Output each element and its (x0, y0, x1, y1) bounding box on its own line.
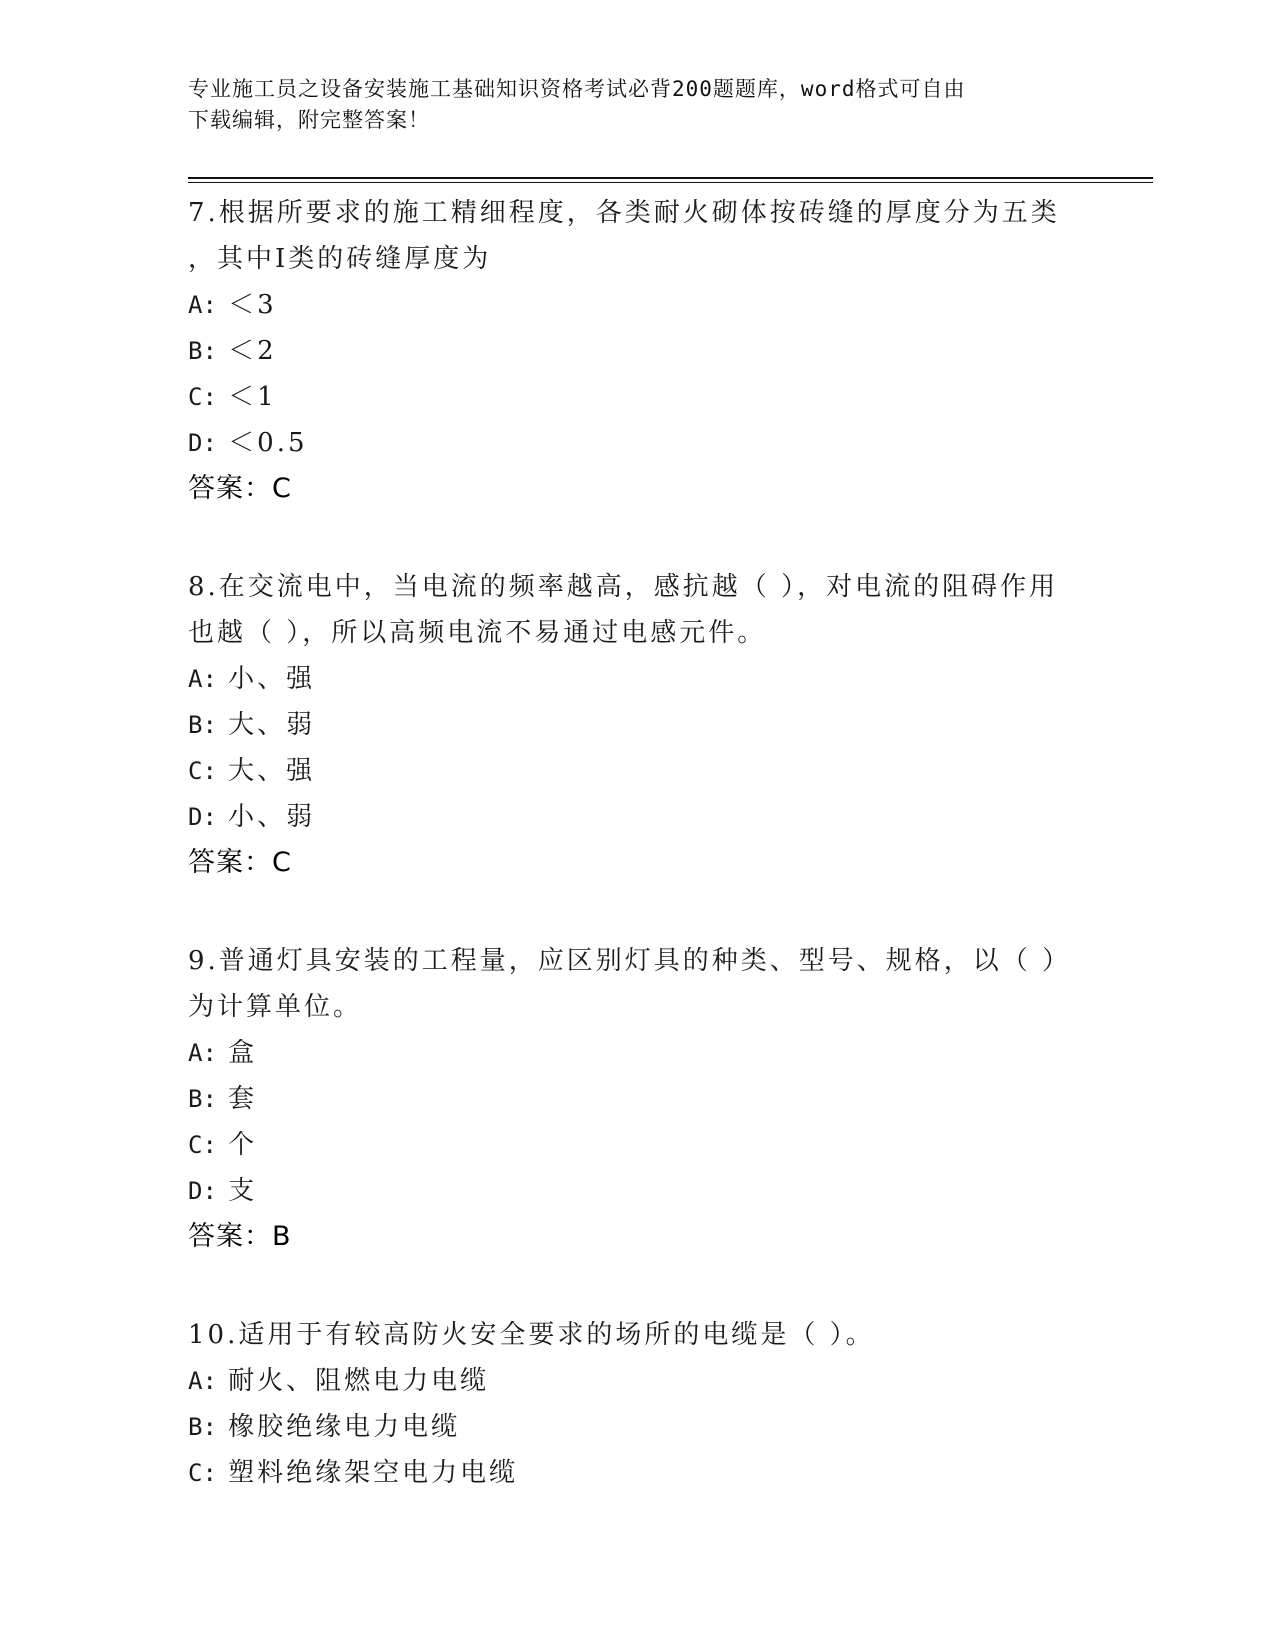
option-key: B: (188, 1085, 217, 1113)
question-7 (188, 190, 1088, 512)
answer-line: 答案：C (188, 847, 292, 878)
option-key: D: (188, 1177, 217, 1205)
header-divider (188, 177, 1153, 179)
question-list (188, 190, 1088, 1548)
option-value: 小、强 (228, 664, 316, 694)
question-text-line: 7.根据所要求的施工精细程度，各类耐火砌体按砖缝的厚度分为五类 (188, 198, 1060, 228)
option-value: 橡胶绝缘电力电缆 (228, 1412, 461, 1442)
option-value: 支 (228, 1176, 258, 1206)
option-a (188, 656, 1088, 702)
option-c (188, 1122, 1088, 1168)
question-text-line: 9.普通灯具安装的工程量，应区别灯具的种类、型号、规格，以（ ） (188, 946, 1072, 976)
question-text-line: 也越（ ），所以高频电流不易通过电感元件。 (188, 618, 767, 648)
option-key: B: (188, 1413, 217, 1441)
question-8 (188, 564, 1088, 886)
option-a (188, 1030, 1088, 1076)
option-key: A: (188, 291, 217, 319)
option-value: 个 (228, 1130, 258, 1160)
option-b (188, 702, 1088, 748)
document-header (188, 74, 1068, 136)
option-value: 套 (228, 1084, 258, 1114)
header-line-2: 下载编辑，附完整答案！ (188, 108, 430, 132)
option-key: C: (188, 1131, 217, 1159)
option-b (188, 1076, 1088, 1122)
header-divider-thin (188, 182, 1153, 183)
question-10 (188, 1312, 1088, 1496)
option-value: ＜1 (228, 382, 277, 412)
option-a (188, 1358, 1088, 1404)
option-value: 大、弱 (228, 710, 316, 740)
option-d (188, 1168, 1088, 1214)
option-key: A: (188, 1039, 217, 1067)
option-value: 塑料绝缘架空电力电缆 (228, 1458, 519, 1488)
option-c (188, 1450, 1088, 1496)
option-key: C: (188, 1459, 217, 1487)
option-a (188, 282, 1088, 328)
option-key: D: (188, 429, 217, 457)
answer-line: 答案：B (188, 1221, 292, 1252)
option-d (188, 794, 1088, 840)
option-c (188, 374, 1088, 420)
option-value: 耐火、阻燃电力电缆 (228, 1366, 490, 1396)
option-key: C: (188, 383, 217, 411)
option-key: A: (188, 1367, 217, 1395)
option-value: 大、强 (228, 756, 316, 786)
option-b (188, 328, 1088, 374)
header-line-1: 专业施工员之设备安装施工基础知识资格考试必背200题题库，word格式可自由 (188, 77, 966, 101)
option-value: ＜0.5 (228, 428, 308, 458)
option-c (188, 748, 1088, 794)
question-9 (188, 938, 1088, 1260)
option-value: ＜2 (228, 336, 277, 366)
option-key: A: (188, 665, 217, 693)
option-value: ＜3 (228, 290, 277, 320)
question-text-line: 为计算单位。 (188, 992, 363, 1022)
option-d (188, 420, 1088, 466)
option-key: D: (188, 803, 217, 831)
option-b (188, 1404, 1088, 1450)
option-value: 盒 (228, 1038, 258, 1068)
question-text-line: 8.在交流电中，当电流的频率越高，感抗越（ ），对电流的阻碍作用 (188, 572, 1059, 602)
question-text-line: 10.适用于有较高防火安全要求的场所的电缆是（ ）。 (188, 1320, 875, 1350)
answer-line: 答案：C (188, 473, 292, 504)
option-key: B: (188, 337, 217, 365)
option-key: C: (188, 757, 217, 785)
option-key: B: (188, 711, 217, 739)
option-value: 小、弱 (228, 802, 316, 832)
question-text-line: ，其中Ⅰ类的砖缝厚度为 (188, 244, 492, 274)
